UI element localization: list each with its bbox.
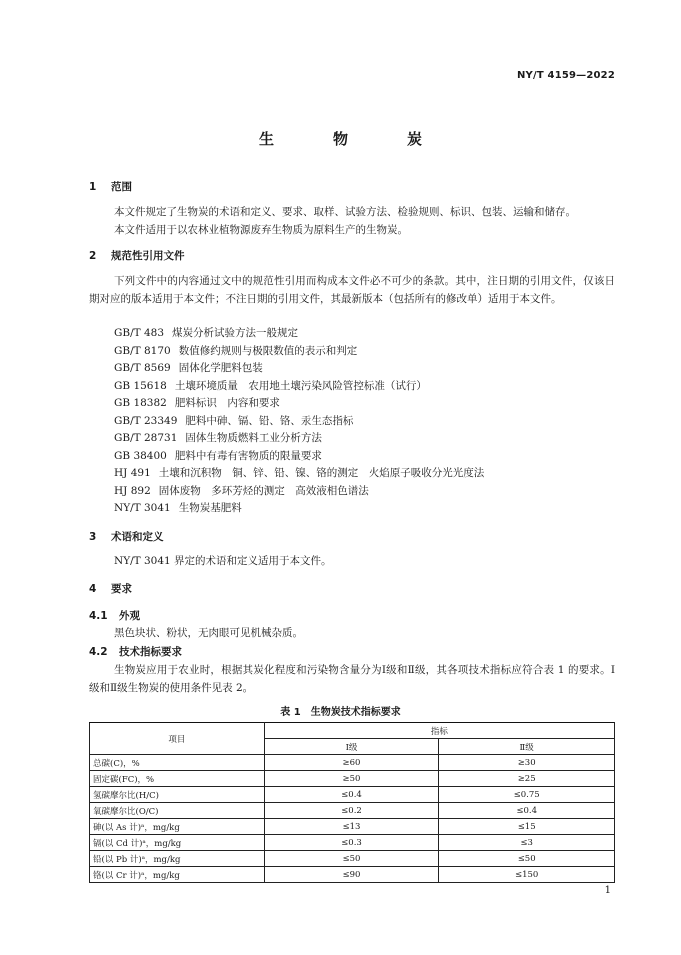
table-row <box>90 851 615 867</box>
heading-appearance <box>89 609 140 623</box>
reference-item <box>114 430 484 448</box>
document-code: NY/T 4159—2022 <box>516 70 615 81</box>
reference-item <box>114 395 484 413</box>
page-title: 生 物 炭 <box>258 130 444 148</box>
heading-number: 3 <box>89 531 97 543</box>
technical-indicators-text <box>89 662 615 697</box>
item-cell: 氧碳摩尔比(O/C) <box>90 803 265 819</box>
grade-2-cell: ≤0.4 <box>439 803 615 819</box>
table-header-row <box>90 723 615 739</box>
reference-item <box>114 343 484 361</box>
heading-text: 术语和定义 <box>111 531 164 543</box>
heading-number: 4 <box>89 583 97 595</box>
reference-name: 数值修约规则与极限数值的表示和判定 <box>178 344 358 357</box>
paragraph: 黑色块状、粉状，无肉眼可见机械杂质。 <box>114 627 303 639</box>
reference-item <box>114 500 484 518</box>
grade-2-cell: ≤0.75 <box>439 787 615 803</box>
item-cell: 铬(以 Cr 计)ᵃ，mg/kg <box>90 867 265 883</box>
grade-1-cell: ≤0.4 <box>264 787 439 803</box>
reference-name: 肥料标识 内容和要求 <box>174 397 280 409</box>
heading-number: 2 <box>89 250 97 262</box>
reference-code: GB 18382 <box>114 397 167 409</box>
heading-scope <box>89 180 132 194</box>
paragraph: 本文件适用于以农林业植物源废弃生物质为原料生产的生物炭。 <box>114 223 408 236</box>
grade-1-cell: ≤13 <box>264 819 439 835</box>
reference-item <box>114 448 484 466</box>
item-cell: 固定碳(FC)，% <box>90 771 265 787</box>
references-intro <box>89 273 615 308</box>
table-row <box>90 867 615 883</box>
reference-code: HJ 892 <box>114 484 151 497</box>
grade-1-cell: ≤50 <box>264 851 439 867</box>
reference-code: GB/T 8569 <box>114 362 171 374</box>
grade-2-cell: ≤15 <box>439 819 615 835</box>
grade-1-cell: ≥50 <box>264 771 439 787</box>
header-grade-2: Ⅱ级 <box>439 739 615 755</box>
reference-name: 固体化学肥料包装 <box>178 362 263 374</box>
reference-code: HJ 491 <box>114 467 151 479</box>
reference-code: GB 15618 <box>114 379 167 392</box>
grade-2-cell: ≥25 <box>439 771 615 787</box>
heading-text: 范围 <box>111 181 132 193</box>
grade-2-cell: ≤3 <box>439 835 615 851</box>
heading-text: 规范性引用文件 <box>111 250 185 262</box>
reference-code: NY/T 3041 <box>114 502 171 514</box>
grade-2-cell: ≤50 <box>439 851 615 867</box>
reference-name: 土壤和沉积物 铜、锌、铅、镍、铬的测定 火焰原子吸收分光光度法 <box>158 467 485 479</box>
table-caption: 表 1 生物炭技术指标要求 <box>280 707 401 718</box>
reference-code: GB/T 483 <box>114 327 165 339</box>
reference-item <box>114 413 484 431</box>
header-indicator: 指标 <box>264 723 614 739</box>
heading-normative-references <box>89 249 185 263</box>
grade-1-cell: ≤90 <box>264 867 439 883</box>
table-row <box>90 787 615 803</box>
heading-number: 1 <box>89 181 97 193</box>
table-row <box>90 755 615 771</box>
table-row <box>90 835 615 851</box>
header-item: 项目 <box>90 723 265 755</box>
heading-requirements <box>89 582 132 596</box>
reference-name: 土壤环境质量 农用地土壤污染风险管控标准（试行） <box>174 379 427 392</box>
reference-name: 肥料中有毒有害物质的限量要求 <box>174 449 322 462</box>
reference-name: 煤炭分析试验方法一般规定 <box>172 327 299 339</box>
appearance-text <box>89 625 615 643</box>
scope-text <box>89 204 615 239</box>
item-cell: 砷(以 As 计)ᵃ，mg/kg <box>90 819 265 835</box>
paragraph: 生物炭应用于农业时，根据其炭化程度和污染物含量分为Ⅰ级和Ⅱ级，其各项技术指标应符合表 1 的要求。Ⅰ级和Ⅱ级生物炭的使用条件见表 2。 <box>89 664 615 694</box>
grade-1-cell: ≤0.2 <box>264 803 439 819</box>
heading-text: 要求 <box>111 583 132 595</box>
reference-code: GB 38400 <box>114 449 167 462</box>
reference-name: 肥料中砷、镉、铅、铬、汞生态指标 <box>185 414 354 427</box>
grade-1-cell: ≥60 <box>264 755 439 771</box>
reference-name: 固体废物 多环芳烃的测定 高效液相色谱法 <box>158 484 369 497</box>
heading-technical-indicators <box>89 645 182 659</box>
paragraph: 本文件规定了生物炭的术语和定义、要求、取样、试验方法、检验规则、标识、包装、运输和储存。 <box>114 206 576 218</box>
item-cell: 镉(以 Cd 计)ᵃ，mg/kg <box>90 835 265 851</box>
heading-terms-definitions <box>89 530 164 544</box>
grade-2-cell: ≤150 <box>439 867 615 883</box>
heading-text: 外观 <box>119 610 140 622</box>
reference-item <box>114 378 484 396</box>
item-cell: 总碳(C)，% <box>90 755 265 771</box>
heading-text: 技术指标要求 <box>119 646 182 658</box>
grade-2-cell: ≥30 <box>439 755 615 771</box>
table-row <box>90 803 615 819</box>
heading-number: 4.1 <box>89 610 108 622</box>
table-row <box>90 819 615 835</box>
spec-table <box>89 722 615 883</box>
reference-name: 固体生物质燃料工业分析方法 <box>185 432 322 444</box>
item-cell: 铅(以 Pb 计)ᵃ，mg/kg <box>90 851 265 867</box>
reference-code: GB/T 8170 <box>114 344 171 357</box>
grade-1-cell: ≤0.3 <box>264 835 439 851</box>
heading-number: 4.2 <box>89 646 108 658</box>
page-number: 1 <box>604 885 611 896</box>
reference-item <box>114 483 484 501</box>
reference-list <box>114 325 484 518</box>
reference-item <box>114 325 484 343</box>
reference-code: GB/T 28731 <box>114 432 178 444</box>
reference-item <box>114 465 484 483</box>
reference-name: 生物炭基肥料 <box>178 502 242 514</box>
reference-code: GB/T 23349 <box>114 414 178 427</box>
terms-text <box>89 553 615 571</box>
item-cell: 氢碳摩尔比(H/C) <box>90 787 265 803</box>
paragraph: 下列文件中的内容通过文中的规范性引用而构成本文件必不可少的条款。其中，注日期的引用文件，仅该日期对应的版本适用于本文件；不注日期的引用文件，其最新版本（包括所有的修改单）适用于本文件。 <box>89 275 615 305</box>
table-row <box>90 771 615 787</box>
header-grade-1: Ⅰ级 <box>264 739 439 755</box>
reference-item <box>114 360 484 378</box>
paragraph: NY/T 3041 界定的术语和定义适用于本文件。 <box>114 555 332 567</box>
